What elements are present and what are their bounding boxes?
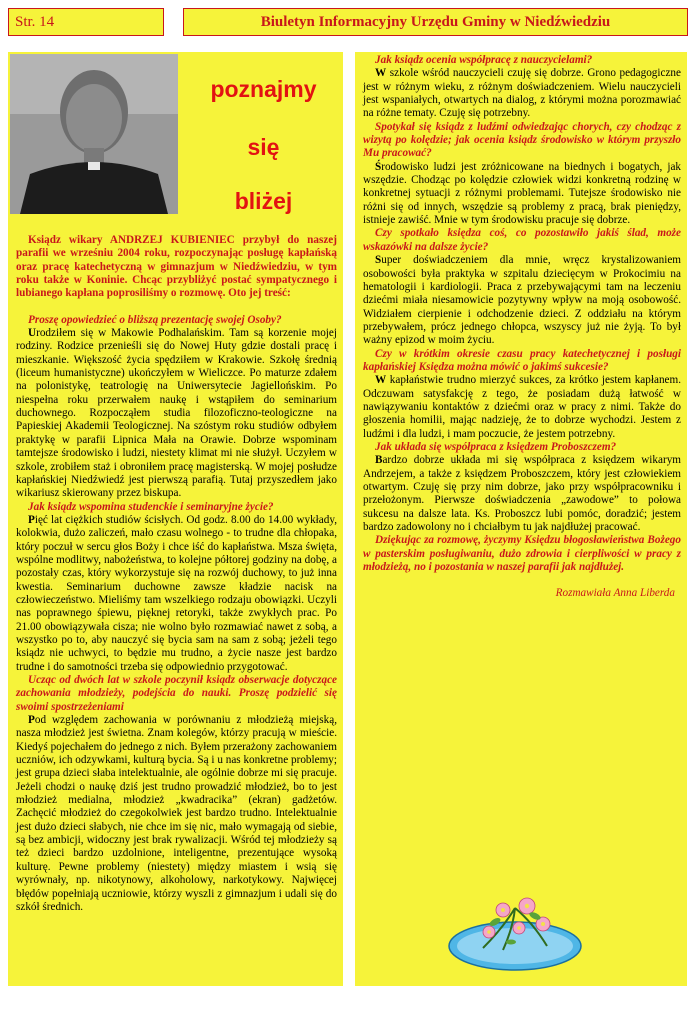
question: Czy spotkało księdza coś, co pozostawiło jakiś ślad, może wskazówki na dalsze życie? xyxy=(363,227,681,253)
question: Czy w krótkim okresie czasu pracy katechetycznej i posługi kapłańskiej Księdza można mówić o jakimś sukcesie? xyxy=(363,347,681,373)
answer: W kapłaństwie trudno mierzyć sukces, za krótko jestem kapłanem. Odczuwam satysfakcję z tego, że posiadam dużą łatwość w nawiązywaniu kontaktów z dziećmi oraz w pracy z nimi. Także do głoszenia homilii, mając nadzieję, że to dobrze wychodzi. Jestem z ludźmi i dla ludzi, i mam poczucie, że jestem potrzebny. xyxy=(363,374,681,440)
answer: Bardzo dobrze układa mi się współpraca z księdzem wikarym Andrzejem, a także z księdzem Proboszczem, który jest człowiekiem otwartym. Czuję się przy nim dobrze, jako przy współpracowniku i przełożonym. Pierwsze doświadczenia „zawodowe” to połowa sukcesu na dalsze lata. Ks. Proboszcz lubi pomóc, doradzić; jestem bardzo zadowolony no i chciałbym tu jak najdłużej pracować. xyxy=(363,454,681,534)
right-column xyxy=(355,52,687,986)
headline-word: bliżej xyxy=(234,188,293,214)
answer: Super doświadczeniem dla mnie, wręcz krystalizowaniem osobowości była praktyka w szpitalu dziecięcym w Prokocimiu na hematologii i kardiologii. Praca z przebywającymi tam na leczeniu dziećmi miała niesamowicie pozytywny wpływ na moją osobowość. Widziałem cierpienie i odchodzenie dzieci. Z oddziału na którym przebywałem, prócz jednego chłopca, wszyscy już nie żyją. To był ważny epizod w moim życiu. xyxy=(363,254,681,347)
page-number: Str. 14 xyxy=(8,8,164,36)
question: Spotykał się ksiądz z ludźmi odwiedzając chorych, czy chodząc z wizytą po kolędzie; jak ocenia ksiądz środowisko w którym przyszło Mu pracować? xyxy=(363,120,681,160)
question: Jak ksiądz wspomina studenckie i seminaryjne życie? xyxy=(28,500,274,513)
bulletin-title: Biuletyn Informacyjny Urzędu Gminy w Niedźwiedziu xyxy=(183,8,688,36)
answer: Pod względem zachowania w porównaniu z młodzieżą miejską, nasza młodzież jest świetna. Znam kolegów, którzy pracują w mieście. Kiedyś pojechałem do jednego z nich. Byłem przerażony zachowaniem uczniów, ich odzywkami, kulturą bycia. Są i u nas konkretne problemy; jest grupa dzieci słaba intelektualnie, ale ogólnie dobrze mi się pracuje. Jeżeli chodzi o naukę dziś jest trudno prowadzić młodzież, bo to jest młodzież medialna, młodzież „kwadracika” (ekran) gadżetów. Zachęcić młodzież do czegokolwiek jest bardzo trudno. Intelektualnie jest dużo dzieci słabych, nie chce im się nic, mało wymagają od siebie, są bez ambicji, widoczny jest brak rywalizacji. Wśród tej młodzieży są też dzieci bardzo uzdolnione, inteligentne, prezentujące wysoką kulturę. Pewne problemy (niestety) między miastem i wsią się wyrównały, np. nikotynowy, alkoholowy, narkotykowy. Najwięcej błędów popełniają uczniowie, którzy wyszli z gimnazjum i udali się do szkół średnich. xyxy=(16,714,337,913)
answer: Pięć lat ciężkich studiów ścisłych. Od godz. 8.00 do 14.00 wykłady, kolokwia, dużo zaliczeń, mało czasu wolnego - to trudne dla chłopaka, który poczuł w sercu głos Boży i chce iść do kapłaństwa. Msza święta, wspólne modlitwy, nabożeństwa, to kolejne półtorej godziny na dobę, a pozostały czas, który wykorzystuje się na rozwój duchowy, to już inna kwestia. Seminarium duchowne zawsze kładzie nacisk na człowieczeństwo. Mieliśmy tam wszelkiego rodzaju obowiązki. Uczyli nas poprawnego śpiewu, pięknej retoryki, także zwykłych prac. Po 21.00 obowiązywała cisza; nie wolno było rozmawiać nawet z sobą, a wszystko po to, aby nauczyć się bycia sam na sam z sobą; jeżeli tego ksiądz nie uchwyci, to będzie mu trudno, a życie nasze jest bardzo trudne i do samotności trzeba się odpowiednio przygotować. xyxy=(16,513,337,673)
closing-wishes: Dziękując za rozmowę, życzymy Księdzu błogosławieństwa Bożego w pasterskim posługiwaniu, dużo zdrowia i cierpliwości w pracy z młodzieżą, no i pozostania w naszej parafii jak najdłużej. xyxy=(363,534,681,574)
question: Jak ksiądz ocenia współpracę z nauczycielami? xyxy=(375,54,593,66)
question: Ucząc od dwóch lat w szkole poczynił ksiądz obserwacje dotyczące zachowania młodzieży, podejścia do nauki. Proszę podzielić się swoimi spostrzeżeniami xyxy=(16,674,337,713)
answer: Środowisko ludzi jest zróżnicowane na biednych i bogatych, jak wszędzie. Chodząc po kolędzie człowiek widzi konkretną rodzinę w konkretnej sytuacji z różnymi problemami. Tutejsze środowisko nie różni się od innych, wszędzie są problemy z pracą, brak pieniędzy, istnieje zawiść. Mnie w tym środowisku pracuje się dobrze. xyxy=(363,160,681,227)
left-column xyxy=(8,52,343,986)
headline-word: poznajmy xyxy=(210,76,317,102)
author-signature: Rozmawiała Anna Liberda xyxy=(555,587,675,600)
article-text-left xyxy=(16,234,337,914)
answer: Urodziłem się w Makowie Podhalańskim. Tam są korzenie mojej rodziny. Rodzice przenieśli się do Nowej Huty gdzie dostali pracę i mieszkanie. Większość życia spędziłem w Krakowie. Szkołę średnią (liceum humanistyczne) ukończyłem w Wieliczce. Po maturze zdałem na polonistykę, teatrologię na Uniwersytecie Jagiellońskim. Po niespełna roku przerwałem naukę i wstąpiłem do seminarium duchownego. Rozpocząłem studia filozoficzno-teologiczne na Papieskiej Akademii Teologicznej. Na szóstym roku studiów odbyłem praktykę w parafii Lipnica Mała na Orawie. Dobrze wspominam tamtejsze środowisko i ludzi, niestety klimat mi nie służył. Uczyłem w szkole, zrobiłem staż i obroniłem pracę magisterską. W mojej posłudze kapłańskiej Niedźwiedź jest pierwszą parafią. Tutaj przyszedłem jako wikariusz skierowany przez biskupa. xyxy=(16,327,337,500)
question: Proszę opowiedzieć o bliższą prezentację swojej Osoby? xyxy=(28,313,282,326)
headline-word: się xyxy=(247,134,280,160)
priest-portrait xyxy=(10,54,178,214)
article-intro: Ksiądz wikary ANDRZEJ KUBIENIEC przybył do naszej parafii we wrześniu 2004 roku, rozpoczynając posługę kapłańską oraz pracę katechetyczną w gimnazjum w Niedźwiedziu, w tym roku także w Koninie. Chcąc przybliżyć postać sympatycznego i lubianego kapłana poprosiliśmy o rozmowę. Oto jej treść: xyxy=(16,234,337,300)
question: Jak układa się współpraca z księdzem Proboszczem? xyxy=(375,440,617,453)
article-text-right xyxy=(363,54,681,601)
flower-illustration xyxy=(443,888,588,973)
answer: W szkole wśród nauczycieli czuję się dobrze. Grono pedagogiczne jest w różnym wieku, z różnym doświadczeniem. Wielu nauczycieli jest wspaniałych, otwartych na dialog, z którymi można porozmawiać na różne tematy. Czuję się potrzebny. xyxy=(363,67,681,120)
